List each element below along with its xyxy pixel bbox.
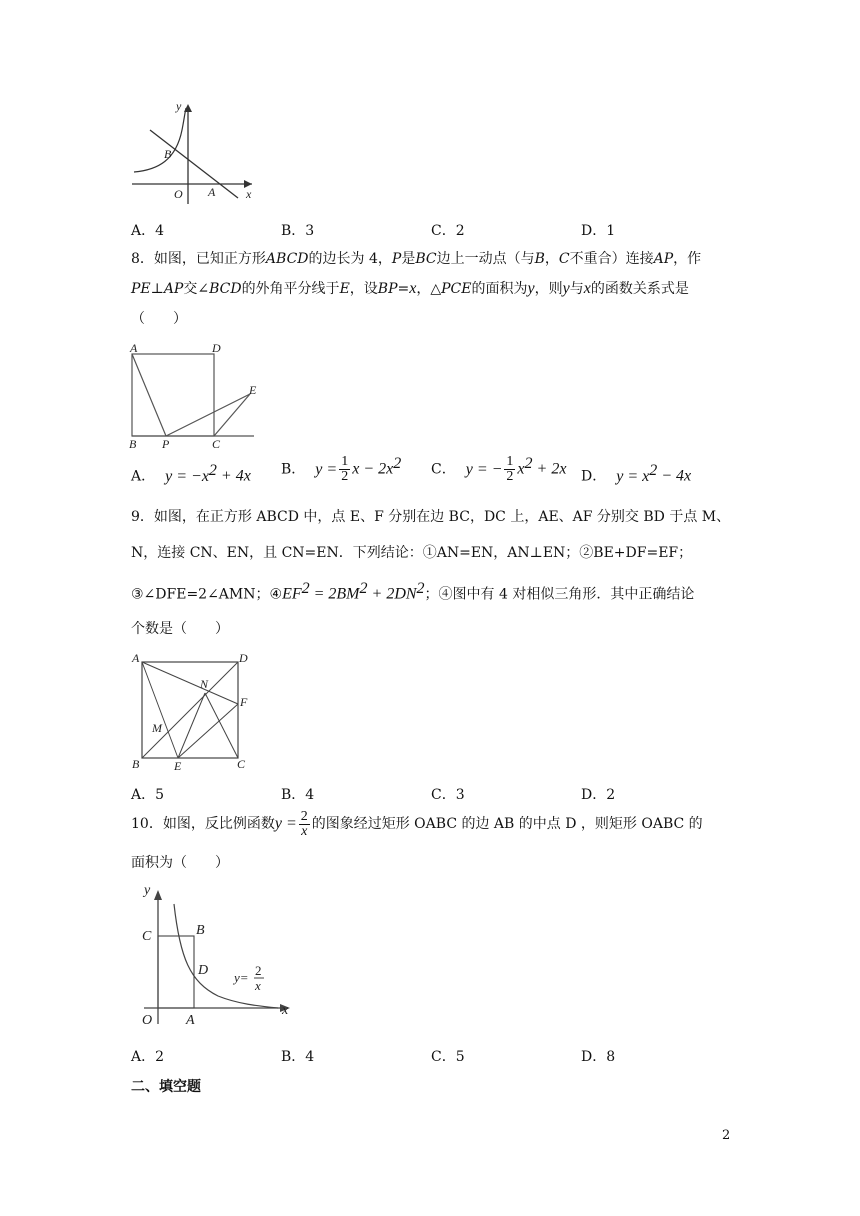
- q9-label-c: C: [237, 757, 246, 771]
- q9-option-d[interactable]: D．2: [581, 787, 616, 803]
- q10-func-num: 2: [255, 963, 262, 978]
- q9-label-n: N: [200, 677, 209, 691]
- q10-label-b: B: [196, 923, 205, 938]
- q10-label-c: C: [142, 929, 152, 944]
- q7-label-b: B: [164, 147, 172, 161]
- q8-option-d[interactable]: D． $y = x^2 - 4x$: [581, 462, 692, 485]
- section-title: 二、填空题: [131, 1079, 201, 1095]
- q8-label-p: P: [162, 437, 170, 451]
- q9-option-a[interactable]: A．5: [131, 787, 165, 803]
- q8-question-text: 8．如图，已知正方形ABCD的边长为 4，P是BC边上一动点（与B，C不重合）连接AP，作PE⊥AP交∠BCD的外角平分线于E，设BP=x，△PCE的面积为y，则y与x的函数关系式是（ ）: [131, 251, 702, 327]
- q10-figure: [128, 878, 308, 1030]
- q7-label-a: A: [208, 185, 216, 199]
- q9-line1: 9．如图，在正方形 ABCD 中，点 E、F 分别在边 BC，DC 上，AE、AF 分别交 BD 于点 M、: [131, 509, 731, 525]
- q10-option-a[interactable]: A．2: [131, 1049, 165, 1065]
- q9-label-m: M: [152, 721, 162, 735]
- q10-option-c[interactable]: C．5: [431, 1049, 465, 1065]
- q10-label-y: y: [144, 883, 151, 898]
- q8-label-c: C: [212, 437, 221, 451]
- q8-option-c[interactable]: C． y = − $\frac{1}{2}$ $x^2 + 2x$: [431, 454, 567, 485]
- q10-option-b[interactable]: B．4: [281, 1049, 315, 1065]
- q7-option-d[interactable]: D．1: [581, 223, 616, 239]
- q9-label-e: E: [174, 759, 182, 772]
- q9-option-c[interactable]: C．3: [431, 787, 465, 803]
- q10-option-d[interactable]: D．8: [581, 1049, 616, 1065]
- q9-label-a: A: [132, 651, 140, 665]
- q7-figure: [128, 100, 258, 208]
- q8-label-b: B: [129, 437, 137, 451]
- q7-label-x: x: [246, 187, 252, 201]
- q7-option-c[interactable]: C．2: [431, 223, 465, 239]
- q9-option-b[interactable]: B．4: [281, 787, 315, 803]
- q7-option-b[interactable]: B．3: [281, 223, 315, 239]
- q7-label-o: O: [174, 187, 183, 201]
- q9-line3: ③∠DFE=2∠AMN；$④EF^2 = 2BM^2 + 2DN^2$；④图中有 4 对相似三角形．其中正确结论: [131, 580, 695, 603]
- q10-line1: 10．如图，反比例函数y = $\frac{2}{x}$ 的图象经过矩形 OABC 的边 AB 的中点 D ，则矩形 OABC 的: [131, 808, 703, 839]
- q10-func-label: y=: [234, 970, 249, 985]
- q8-option-a[interactable]: A． $y = -x^2 + 4x$: [131, 462, 251, 485]
- q9-label-b: B: [132, 757, 140, 771]
- q10-label-o: O: [142, 1013, 153, 1028]
- q8-option-b[interactable]: B． y = $\frac{1}{2}$ $x - 2x^2$: [281, 454, 402, 485]
- q8-label-a: A: [130, 342, 138, 355]
- q8-label-d: D: [212, 342, 221, 355]
- q8-label-e: E: [249, 383, 257, 397]
- q9-label-f: F: [240, 695, 248, 709]
- q8-figure: [126, 342, 266, 452]
- q9-figure: [128, 650, 258, 772]
- page-number: 2: [722, 1128, 731, 1143]
- q10-label-x: x: [282, 1003, 289, 1018]
- q9-label-d: D: [239, 651, 248, 665]
- q9-line4: 个数是（ ）: [131, 621, 229, 637]
- q9-line2: N，连接 CN、EN，且 CN=EN．下列结论：①AN=EN，AN⊥EN；②BE+DF=EF；: [131, 545, 693, 561]
- q10-line2: 面积为（ ）: [131, 855, 229, 871]
- q10-func-den: x: [255, 978, 261, 993]
- q7-option-a[interactable]: A．4: [131, 223, 165, 239]
- q10-label-a: A: [186, 1013, 195, 1028]
- q7-label-y: y: [176, 100, 182, 113]
- q10-label-d: D: [198, 963, 209, 978]
